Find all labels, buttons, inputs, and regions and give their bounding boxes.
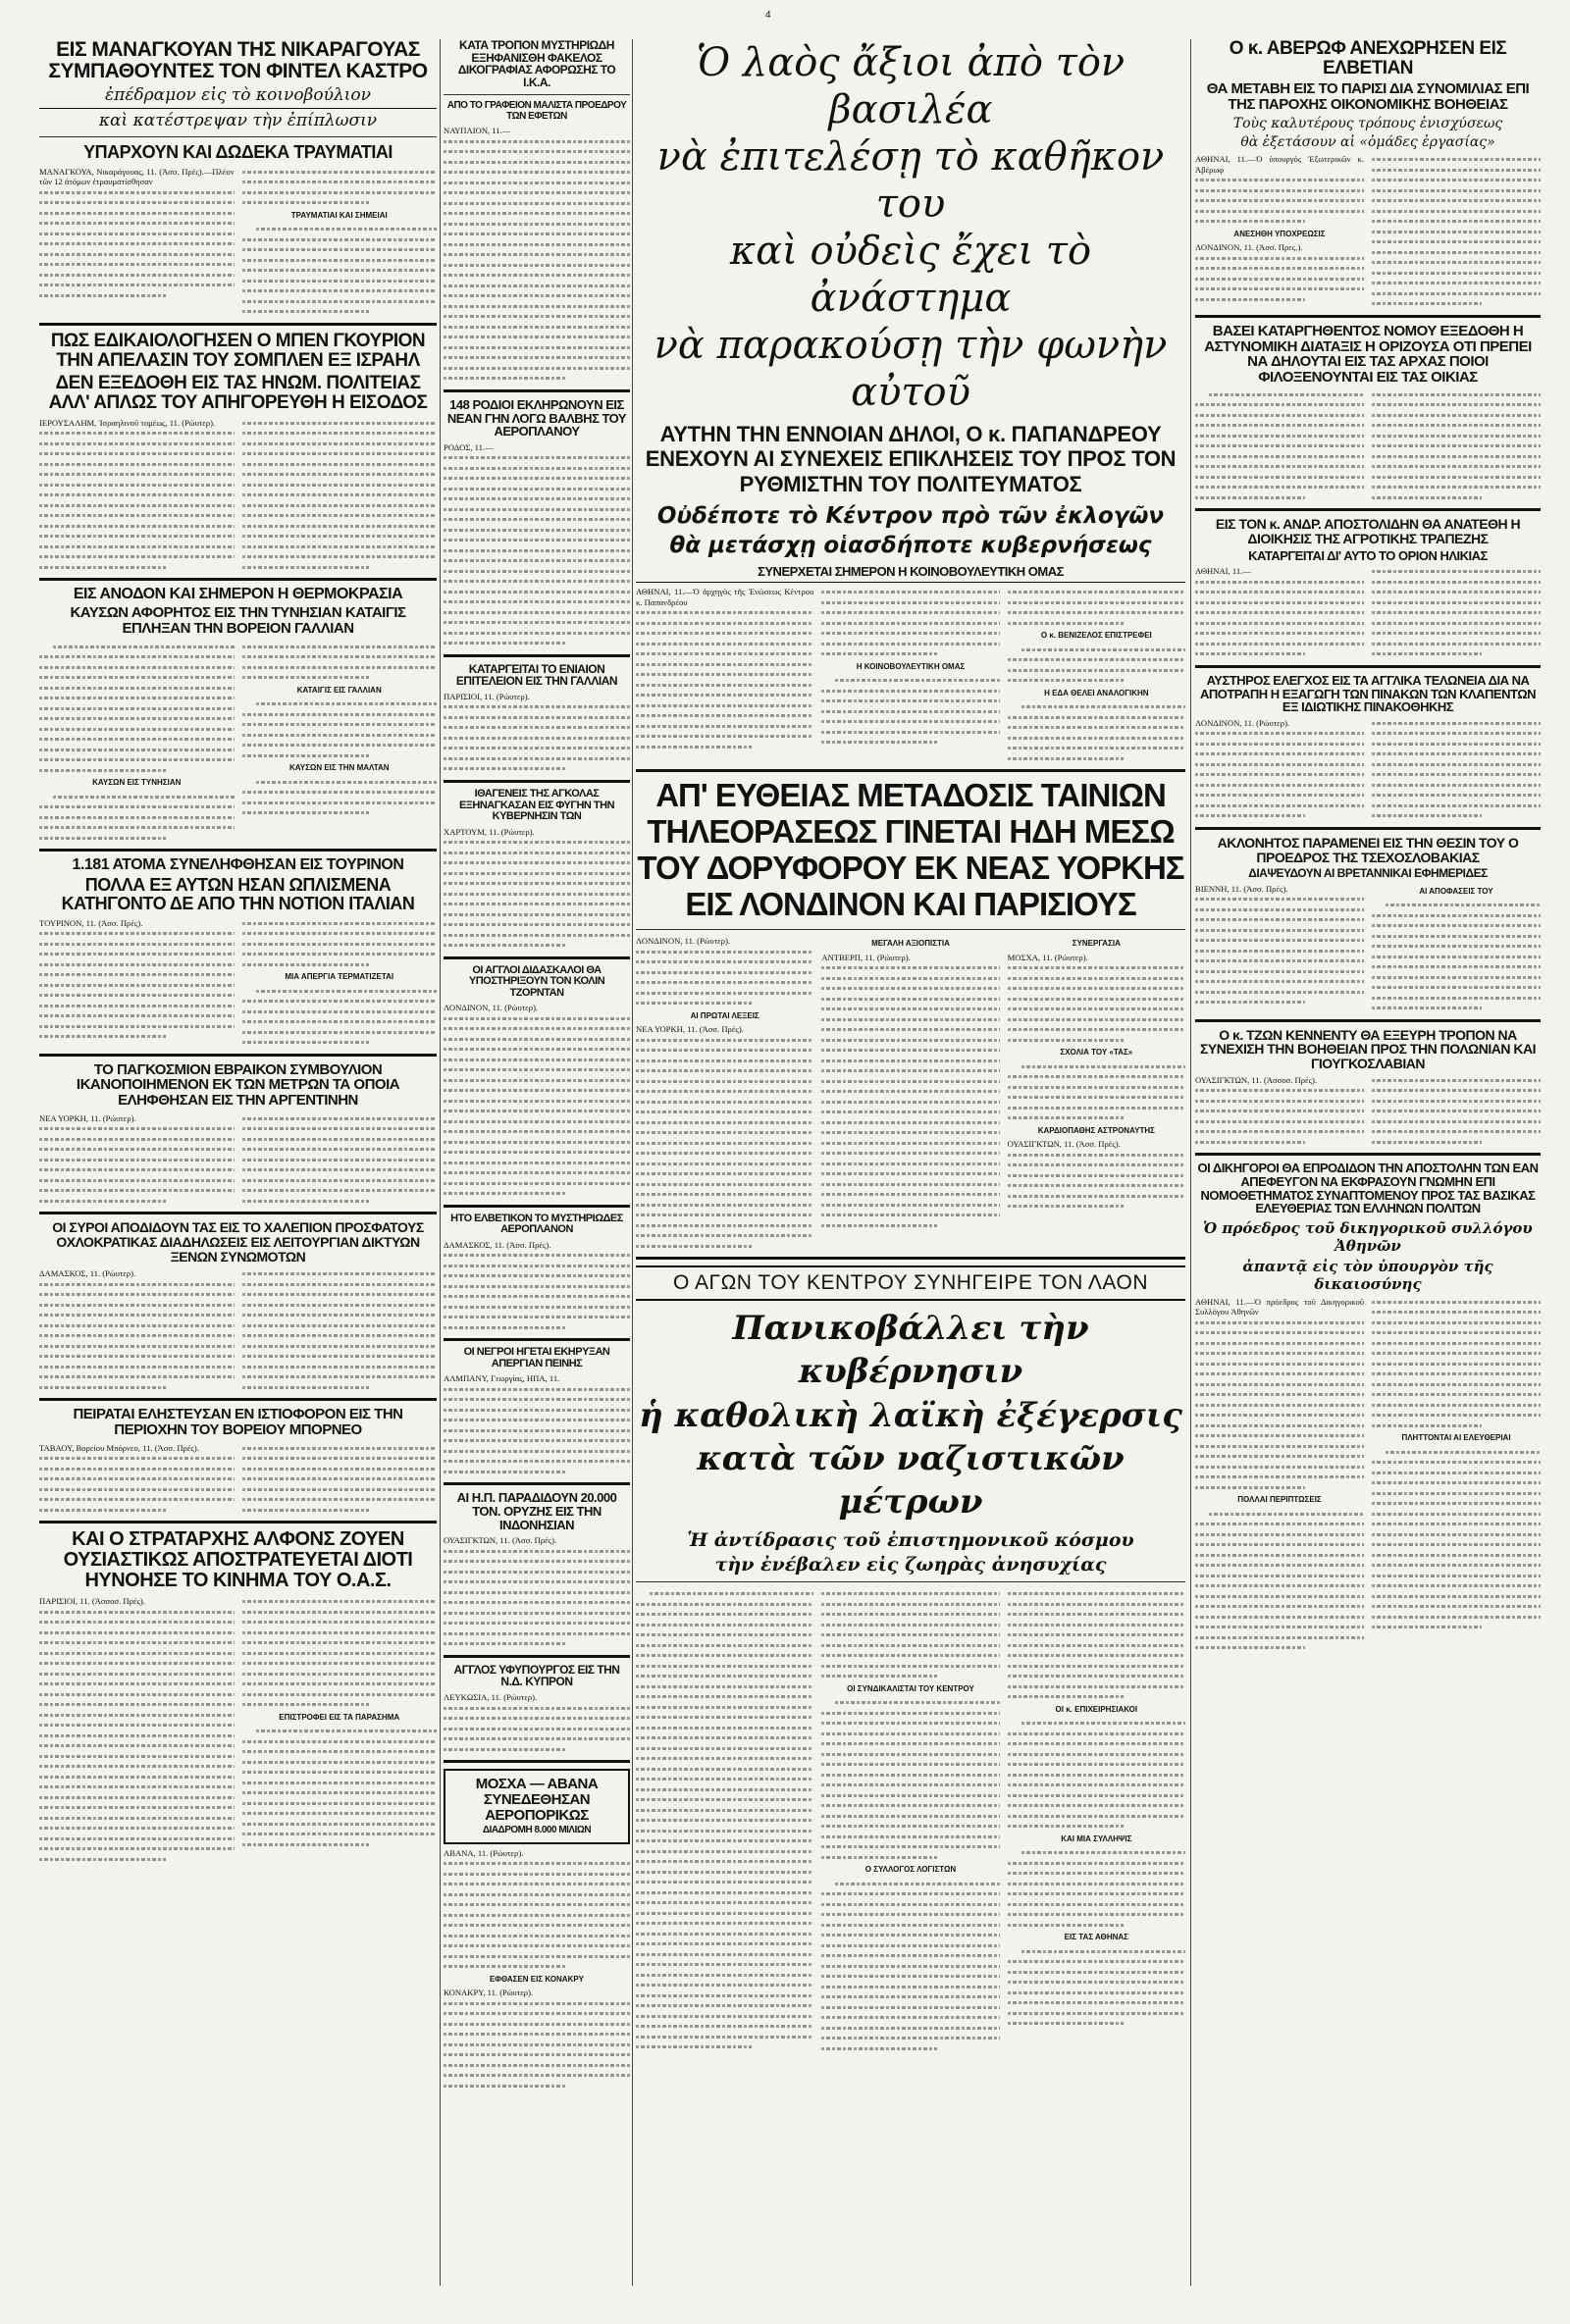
article-kennedy bbox=[1195, 1028, 1541, 1148]
page-folio: 4 bbox=[765, 10, 771, 21]
headline: ΑΚΛΟΝΗΤΟΣ ΠΑΡΑΜΕΝΕΙ ΕΙΣ ΤΗΝ ΘΕΣΙΝ ΤΟΥ Ο ΠΡΟΕΔΡΟΣ ΤΗΣ ΤΣΕΧΟΣΛΟΒΑΚΙΑΣ bbox=[1217, 834, 1519, 865]
headline: ΠΩΣ ΕΔΙΚΑΙΟΛΟΓΗΣΕΝ Ο ΜΠΕΝ ΓΚΟΥΡΙΟΝ ΤΗΝ ΑΠΕΛΑΣΙΝ ΤΟΥ ΣΟΜΠΛΕΝ ΕΞ ΙΣΡΑΗΛ bbox=[50, 330, 426, 371]
headline-line: νὰ παρακούσῃ τὴν φωνὴν αὐτοῦ bbox=[654, 323, 1168, 415]
headline: ΕΙΣ ΜΑΝΑΓΚΟΥΑΝ ΤΗΣ ΝΙΚΑΡΑΓΟΥΑΣ ΣΥΜΠΑΘΟΥΝΤΕΣ ΤΟΝ ΦΙΝΤΕΛ ΚΑΣΤΡΟ bbox=[48, 39, 428, 83]
article-france-staff bbox=[444, 663, 630, 774]
subhead: ΚΑΤΑΡΓΕΙΤΑΙ ΔΙ' ΑΥΤΟ ΤΟ ΟΡΙΟΝ ΗΛΙΚΙΑΣ bbox=[1248, 547, 1488, 563]
dateline: ΑΘΗΝΑΙ, 11.—Ὁ πρόεδρος τοῦ Δικηγορικοῦ Συλλόγου Ἀθηνῶν bbox=[1195, 1296, 1364, 1317]
deck: ἀπαντᾷ εἰς τὸν ὑπουργὸν τῆς δικαιοσύνης bbox=[1242, 1257, 1493, 1293]
column-rule bbox=[632, 39, 633, 2286]
deck: θὰ ἐξετάσουν αἱ «ὁμάδες ἐργασίας» bbox=[1240, 134, 1495, 151]
headline-line: νὰ ἐπιτελέσῃ τὸ καθῆκον του bbox=[656, 134, 1165, 227]
headline: ΗΤΟ ΕΛΒΕΤΙΚΟΝ ΤΟ ΜΥΣΤΗΡΙΩΔΕΣ ΑΕΡΟΠΛΑΝΟΝ bbox=[450, 1212, 623, 1236]
column-2 bbox=[444, 39, 630, 2286]
dateline: ΧΑΡΤΟΥΜ, 11. (Ρώυτερ). bbox=[444, 826, 535, 837]
dateline: ΟΥΑΣΙΓΚΤΩΝ, 11. (Ἀσσοσ. Πρές). bbox=[1195, 1074, 1318, 1085]
deck: τὴν ἐνέβαλεν εἰς ζωηρὰς ἀνησυχίας bbox=[714, 1554, 1107, 1576]
article-swiss-plane bbox=[444, 1214, 630, 1333]
headline: ΟΙ ΔΙΚΗΓΟΡΟΙ ΘΑ ΕΠΡΟΔΙΔΟΝ ΤΗΝ ΑΠΟΣΤΟΛΗΝ ΤΩΝ ΕΑΝ ΑΠΕΦΕΥΓΟΝ ΝΑ ΕΚΦΡΑΣΟΥΝ ΓΝΩΜΗΝ ΕΠΙ ΝΟΜΟΘΕΤΗΜΑΤΟΣ ΣΥΝΑΠΤΟΜΕΝΟΥ ΠΡΟΣ ΤΑΣ ΒΑΣΙΚΑΣ ΕΛΕΥΘΕΡΙΑΣ ΤΩΝ ΕΛΛΗΝΩΝ ΠΟΛΙΤΩΝ bbox=[1197, 1161, 1539, 1216]
subhead: ΚΑΥΣΩΝ ΑΦΟΡΗΤΟΣ ΕΙΣ ΤΗΝ ΤΥΝΗΣΙΑΝ ΚΑΤΑΙΓΙΣ ΕΠΛΗΞΑΝ ΤΗΝ ΒΟΡΕΙΟΝ ΓΑΛΛΙΑΝ bbox=[70, 604, 406, 637]
section-label: ΚΑΥΣΩΝ ΕΙΣ ΤΗΝ ΜΑΛΤΑΝ bbox=[288, 763, 390, 773]
subhead: ΠΟΛΛΑ ΕΞ ΑΥΤΩΝ ΗΣΑΝ ΩΠΛΙΣΜΕΝΑ ΚΑΤΗΓΟΝΤΟ ΔΕ ΑΠΟ ΤΗΝ ΝΟΤΙΟΝ ΙΤΑΛΙΑΝ bbox=[61, 874, 415, 913]
dateline: ΛΟΝΔΙΝΟΝ, 11. (Ρώυτερ). bbox=[1195, 717, 1290, 728]
article-lawyers bbox=[1195, 1162, 1541, 1653]
dateline: ΠΑΡΙΣΙΟΙ, 11. (Ρώυτερ). bbox=[444, 691, 530, 701]
dateline: ΜΟΣΧΑ, 11. (Ρώυτερ). bbox=[1007, 952, 1088, 962]
article-hunger-strike bbox=[444, 1347, 630, 1476]
article-nicaragua bbox=[39, 39, 437, 317]
headline: ΑΥΣΤΗΡΟΣ ΕΛΕΓΧΟΣ ΕΙΣ ΤΑ ΑΓΓΛΙΚΑ ΤΕΛΩΝΕΙΑ ΔΙΑ ΝΑ ΑΠΟΤΡΑΠΗ Η ΕΞΑΓΩΓΗ ΤΩΝ ΠΙΝΑΚΩΝ ΤΩΝ ΚΛΑΠΕΝΤΩΝ ΕΞ ΙΔΙΩΤΙΚΗΣ ΠΙΝΑΚΟΘΗΚΗΣ bbox=[1199, 672, 1537, 715]
section-label: ΠΛΗΤΤΟΝΤΑΙ ΑΙ ΕΛΕΥΘΕΡΙΑΙ bbox=[1401, 1433, 1511, 1443]
section-label: ΚΑΤΑΙΓΙΣ ΕΙΣ ΓΑΛΛΙΑΝ bbox=[296, 685, 382, 695]
dateline: ΑΘΗΝΑΙ, 11.—Ὁ ὑπουργὸς Ἐξωτερικῶν κ. Ἀβέρωφ bbox=[1195, 154, 1364, 175]
article-rice bbox=[444, 1491, 630, 1648]
section-label: ΕΙΣ ΤΑΣ ΑΘΗΝΑΣ bbox=[1064, 1933, 1128, 1942]
headline: ΑΠ' ΕΥΘΕΙΑΣ ΜΕΤΑΔΟΣΙΣ ΤΑΙΝΙΩΝ ΤΗΛΕΟΡΑΣΕΩΣ ΓΙΝΕΤΑΙ ΗΔΗ ΜΕΣΩ ΤΟΥ ΔΟΡΥΦΟΡΟΥ ΕΚ ΝΕΑΣ ΥΟΡΚΗΣ ΕΙΣ ΛΟΝΔΙΝΟΝ ΚΑΙ ΠΑΡΙΣΙΟΥΣ bbox=[637, 777, 1184, 923]
headline: Ο κ. ΑΒΕΡΩΦ ΑΝΕΧΩΡΗΣΕΝ ΕΙΣ ΕΛΒΕΤΙΑΝ bbox=[1229, 39, 1507, 78]
subhead: ΑΥΤΗΝ ΤΗΝ ΕΝΝΟΙΑΝ ΔΗΛΟΙ, Ο κ. ΠΑΠΑΝΔΡΕΟΥ ΕΝΕΧΟΥΝ ΑΙ ΣΥΝΕΧΕΙΣ ΕΠΙΚΛΗΣΕΙΣ ΤΟΥ ΠΡΟΣ ΤΟΝ ΡΥΘΜΙΣΤΗΝ ΤΟΥ ΠΟΛΙΤΕΥΜΑΤΟΣ bbox=[645, 422, 1177, 496]
section-label: ΜΕΓΑΛΗ ΑΞΙΟΠΙΣΤΙΑ bbox=[871, 939, 950, 949]
headline: ΟΙ ΑΓΓΛΟΙ ΔΙΔΑΣΚΑΛΟΙ ΘΑ ΥΠΟΣΤΗΡΙΞΟΥΝ ΤΟΝ ΚΟΛΙΝ ΤΖΟΡΝΤΑΝ bbox=[468, 963, 605, 999]
subhead: ΑΠΟ ΤΟ ΓΡΑΦΕΙΟΝ ΜΑΛΙΣΤΑ ΠΡΟΕΔΡΟΥ ΤΩΝ ΕΦΕΤΩΝ bbox=[446, 100, 627, 122]
deck: Ἡ ἀντίδρασις τοῦ ἐπιστημονικοῦ κόσμου bbox=[687, 1529, 1134, 1552]
article-satellite-tv bbox=[636, 778, 1185, 1251]
article-juin bbox=[39, 1529, 437, 1864]
section-label: Ο ΣΥΛΛΟΓΟΣ ΛΟΓΙΣΤΩΝ bbox=[864, 1865, 957, 1875]
article-averoff bbox=[1195, 39, 1541, 309]
dateline: ΝΕΑ ΥΟΡΚΗ, 11. (Ἀσσ. Πρές). bbox=[636, 1024, 744, 1035]
dateline: ΛΕΥΚΩΣΙΑ, 11. (Ρώυτερ). bbox=[444, 1692, 538, 1703]
column-3 bbox=[636, 39, 1185, 2286]
section-label: ΑΝΕΣΗΘΗ ΥΠΟΧΡΕΩΣΙΣ bbox=[1233, 229, 1326, 238]
dateline: ΔΑΜΑΣΚΟΣ, 11. (Ρώυτερ). bbox=[39, 1268, 136, 1279]
headline-line: Πανικοβάλλει τὴν κυβέρνησιν bbox=[732, 1309, 1089, 1392]
headline: ΤΟ ΠΑΓΚΟΣΜΙΟΝ ΕΒΡΑΙΚΟΝ ΣΥΜΒΟΥΛΙΟΝ ΙΚΑΝΟΠΟΙΗΜΕΝΟΝ ΕΚ ΤΩΝ ΜΕΤΡΩΝ ΤΑ ΟΠΟΙΑ ΕΛΗΦΘΗΣΑΝ ΕΙΣ ΤΗΝ ΑΡΓΕΝΤΙΝΗΝ bbox=[76, 1060, 400, 1110]
kicker: Ο ΑΓΩΝ ΤΟΥ ΚΕΝΤΡΟΥ ΣΥΝΗΓΕΙΡΕ ΤΟΝ ΛΑΟΝ bbox=[636, 1265, 1185, 1301]
headline-line: καὶ οὐδεὶς ἔχει τὸ ἀνάστημα bbox=[729, 229, 1092, 321]
italic-deck: θὰ μετάσχῃ οἱασδήποτε κυβερνήσεως bbox=[669, 532, 1152, 558]
subhead: ΔΙΑΨΕΥΔΟΥΝ ΑΙ ΒΡΕΤΑΝΝΙΚΑΙ ΕΦΗΜΕΡΙΔΕΣ bbox=[1248, 866, 1488, 881]
article-turin bbox=[39, 857, 437, 1048]
dateline: ΔΑΜΑΣΚΟΣ, 11. (Ἀσσ. Πρές). bbox=[444, 1239, 551, 1250]
headline: ΠΕΙΡΑΤΑΙ ΕΛΗΣΤΕΥΣΑΝ ΕΝ ΙΣΤΙΟΦΟΡΟΝ ΕΙΣ ΤΗΝ ΠΕΡΙΟΧΗΝ ΤΟΥ ΒΟΡΕΙΟΥ ΜΠΟΡΝΕΟ bbox=[73, 1406, 403, 1439]
section-label: ΚΑΡΔΙΟΠΑΘΗΣ ΑΣΤΡΟΝΑΥΤΗΣ bbox=[1037, 1125, 1155, 1135]
section-label: ΣΧΟΛΙΑ ΤΟΥ «ΤΑΣ» bbox=[1060, 1048, 1133, 1058]
dateline: ΚΟΝΑΚΡΥ, 11. (Ρώυτερ). bbox=[444, 1988, 534, 1998]
article-angola bbox=[444, 789, 630, 951]
deck: Τοὺς καλυτέρους τρόπους ἐνισχύσεως bbox=[1232, 116, 1503, 132]
headline: ΙΘΑΓΕΝΕΙΣ ΤΗΣ ΑΓΚΟΛΑΣ ΕΞΗΝΑΓΚΑΣΑΝ ΕΙΣ ΦΥΓΗΝ ΤΗΝ ΚΥΒΕΡΝΗΣΙΝ ΤΩΝ bbox=[458, 787, 615, 823]
headline-line: ἡ καθολικὴ λαϊκὴ ἐξέγερσις bbox=[639, 1395, 1182, 1435]
article-police-order bbox=[1195, 324, 1541, 503]
section-label: ΤΡΑΥΜΑΤΙΑΙ ΚΑΙ ΣΗΜΕΙΑΙ bbox=[290, 210, 388, 220]
deck: ἐπέδραμον εἰς τὸ κοινοβούλιον bbox=[105, 85, 371, 106]
subhead: ΔΙΑΔΡΟΜΗ 8.000 ΜΙΛΙΩΝ bbox=[482, 1825, 592, 1836]
article-rhodes bbox=[444, 398, 630, 648]
subhead: ΔΕΝ ΕΞΕΔΟΘΗ ΕΙΣ ΤΑΣ ΗΝΩΜ. ΠΟΛΙΤΕΙΑΣ ΑΛΛ' ΑΠΛΩΣ ΤΟΥ ΑΠΗΓΟΡΕΥΘΗ Η ΕΙΣΟΔΟΣ bbox=[48, 372, 428, 413]
section-label: ΕΠΙΣΤΡΟΦΕΙ ΕΙΣ ΤΑ ΠΑΡΑΣΗΜΑ bbox=[279, 1712, 400, 1722]
section-label: ΟΙ κ. ΕΠΙΧΕΙΡΗΣΙΑΚΟΙ bbox=[1055, 1704, 1138, 1714]
section-label: ΜΙΑ ΑΠΕΡΓΙΑ ΤΕΡΜΑΤΙΖΕΤΑΙ bbox=[285, 972, 394, 982]
section-label: Η ΕΔΑ ΘΕΛΕΙ ΑΝΑΛΟΓΙΚΗΝ bbox=[1044, 688, 1149, 697]
article-cyprus bbox=[444, 1664, 630, 1754]
newspaper-page bbox=[39, 39, 1541, 2296]
dateline: ΟΥΑΣΙΓΚΤΩΝ, 11. (Ἀσσ. Πρές). bbox=[1007, 1139, 1121, 1150]
dateline: ΙΕΡΟΥΣΑΛΗΜ, Ἰσραηλινοῦ τομέως, 11. (Ρώυτερ). bbox=[39, 417, 216, 428]
article-czechoslovakia bbox=[1195, 836, 1541, 1013]
headline: ΟΙ ΣΥΡΟΙ ΑΠΟΔΙΔΟΥΝ ΤΑΣ ΕΙΣ ΤΟ ΧΑΛΕΠΙΟΝ ΠΡΟΣΦΑΤΟΥΣ ΟΧΛΟΚΡΑΤΙΚΑΣ ΔΙΑΔΗΛΩΣΕΙΣ ΕΙΣ ΛΕΙΤΟΥΡΓΙΑΝ ΔΙΚΤΥΩΝ ΞΕΝΩΝ ΣΥΝΩΜΟΤΩΝ bbox=[52, 1219, 424, 1265]
dateline: ΡΟΔΟΣ, 11.— bbox=[444, 441, 494, 452]
headline: ΑΓΓΛΟΣ ΥΦΥΠΟΥΡΓΟΣ ΕΙΣ ΤΗΝ Ν.Δ. ΚΥΠΡΟΝ bbox=[453, 1662, 620, 1689]
headline: ΒΑΣΕΙ ΚΑΤΑΡΓΗΘΕΝΤΟΣ ΝΟΜΟΥ ΕΞΕΔΟΘΗ Η ΑΣΤΥΝΟΜΙΚΗ ΔΙΑΤΑΞΙΣ Η ΟΡΙΖΟΥΣΑ ΟΤΙ ΠΡΕΠΕΙ ΝΑ ΔΗΛΟΥΤΑΙ ΕΙΣ ΤΑΣ ΑΡΧΑΣ ΠΟΙΟΙ ΦΙΛΟΞΕΝΟΥΝΤΑΙ ΕΙΣ ΤΑΣ ΟΙΚΙΑΣ bbox=[1204, 322, 1532, 387]
article-ika-file bbox=[444, 39, 630, 384]
article-moscow-havana bbox=[444, 1769, 630, 1844]
article-pirates bbox=[39, 1407, 437, 1515]
article-papandreou bbox=[636, 39, 1185, 763]
subhead: ΘΑ ΜΕΤΑΒΗ ΕΙΣ ΤΟ ΠΑΡΙΣΙ ΔΙΑ ΣΥΝΟΜΙΛΙΑΣ ΕΠΙ ΤΗΣ ΠΑΡΟΧΗΣ ΟΙΚΟΝΟΜΙΚΗΣ ΒΟΗΘΕΙΑΣ bbox=[1206, 79, 1530, 113]
dateline: ΝΕΑ ΥΟΡΚΗ, 11. (Ρώυτερ). bbox=[39, 1112, 136, 1123]
deck: Ὁ πρόεδρος τοῦ δικηγορικοῦ συλλόγου Ἀθηνῶν bbox=[1203, 1218, 1533, 1255]
headline: ΚΑΙ Ο ΣΤΡΑΤΑΡΧΗΣ ΑΛΦΟΝΣ ΖΟΥΕΝ ΟΥΣΙΑΣΤΙΚΩΣ ΑΠΟΣΤΡΑΤΕΥΕΤΑΙ ΔΙΟΤΙ ΗΥΝΟΗΣΕ ΤΟ ΚΙΝΗΜΑ ΤΟΥ Ο.Α.Σ. bbox=[63, 1528, 413, 1592]
deck: καὶ κατέστρεψαν τὴν ἐπίπλωσιν bbox=[39, 108, 437, 130]
subhead: ΥΠΑΡΧΟΥΝ ΚΑΙ ΔΩΔΕΚΑ ΤΡΑΥΜΑΤΙΑΙ bbox=[83, 142, 392, 163]
headline: ΚΑΤΑΡΓΕΙΤΑΙ ΤΟ ΕΝΙΑΙΟΝ ΕΠΙΤΕΛΕΙΟΝ ΕΙΣ ΤΗΝ ΓΑΛΛΙΑΝ bbox=[455, 661, 618, 689]
dateline: ΟΥΑΣΙΓΚΤΩΝ, 11. (Ἀσσ. Πρές). bbox=[444, 1535, 557, 1546]
dateline: ΠΑΡΙΣΙΟΙ, 11. (Ἀσσοσ. Πρές). bbox=[39, 1596, 145, 1607]
article-ben-gurion bbox=[39, 332, 437, 572]
dateline: ΑΝΤΒΕΡΠ, 11. (Ρώυτερ). bbox=[821, 952, 911, 962]
section-label: ΠΟΛΛΑΙ ΠΕΡΙΠΤΩΣΕΙΣ bbox=[1237, 1495, 1322, 1505]
headline: 1.181 ΑΤΟΜΑ ΣΥΝΕΛΗΦΘΗΣΑΝ ΕΙΣ ΤΟΥΡΙΝΟΝ bbox=[72, 856, 404, 874]
section-label: ΑΙ ΑΠΟΦΑΣΕΙΣ ΤΟΥ bbox=[1419, 886, 1493, 896]
article-syria bbox=[39, 1220, 437, 1392]
dateline: ΑΒΑΝΑ, 11. (Ρώυτερ). bbox=[444, 1847, 524, 1858]
headline: ΚΑΤΑ ΤΡΟΠΟΝ ΜΥΣΤΗΡΙΩΔΗ ΕΞΗΦΑΝΙΣΘΗ ΦΑΚΕΛΟΣ ΔΙΚΟΓΡΑΦΙΑΣ ΑΦΟΡΩΣΗΣ ΤΟ Ι.Κ.Α. bbox=[457, 39, 616, 89]
headline: 148 ΡΟΔΙΟΙ ΕΚΛΗΡΩΝΟΥΝ ΕΙΣ ΝΕΑΝ ΓΗΝ ΛΟΓΩ ΒΑΛΒΗΣ ΤΟΥ ΑΕΡΟΠΛΑΝΟΥ bbox=[446, 396, 627, 439]
section-label: ΟΙ ΣΥΝΔΙΚΑΛΙΣΤΑΙ ΤΟΥ ΚΕΝΤΡΟΥ bbox=[847, 1683, 974, 1693]
article-agricultural-bank bbox=[1195, 517, 1541, 659]
section-label: Ο κ. ΒΕΝΙΖΕΛΟΣ ΕΠΙΣΤΡΕΦΕΙ bbox=[1040, 631, 1152, 641]
headline: ΕΙΣ ΤΟΝ κ. ΑΝΔΡ. ΑΠΟΣΤΟΛΙΔΗΝ ΘΑ ΑΝΑΤΕΘΗ Η ΔΙΟΙΚΗΣΙΣ ΤΗΣ ΑΓΡΟΤΙΚΗΣ ΤΡΑΠΕΖΗΣ bbox=[1215, 516, 1521, 547]
section-label: ΚΑΥΣΩΝ ΕΙΣ ΤΥΝΗΣΙΑΝ bbox=[92, 778, 182, 788]
section-label: ΣΥΝΕΡΓΑΣΙΑ bbox=[1072, 939, 1121, 949]
headline: ΑΙ Η.Π. ΠΑΡΑΔΙΔΟΥΝ 20.000 ΤΟΝ. ΟΡΥΖΗΣ ΕΙΣ ΤΗΝ ΙΝΔΟΝΗΣΙΑΝ bbox=[456, 1490, 617, 1532]
dateline: ΑΛΜΠΑΝΥ, Γεωργίας, ΗΠΑ, 11. bbox=[444, 1373, 560, 1384]
dateline: ΝΑΥΠΛΙΟΝ, 11.— bbox=[444, 126, 511, 136]
dateline: ΛΟΝΔΙΝΟΝ, 11. (Ἀσσ. Πρες.). bbox=[1195, 242, 1303, 253]
article-heatwave bbox=[39, 587, 437, 843]
article-teachers bbox=[444, 965, 630, 1199]
dateline: ΑΘΗΝΑΙ, 11.— bbox=[1195, 566, 1251, 577]
column-1 bbox=[39, 39, 437, 2286]
dateline: ΒΙΕΝΝΗ, 11. (Ἀσσ. Πρές). bbox=[1195, 883, 1288, 894]
section-label: ΕΦΘΑΣΕΝ ΕΙΣ ΚΟΝΑΚΡΥ bbox=[489, 1974, 585, 1984]
headline-line: Ὁ λαὸς ἄξιοι ἀπὸ τὸν βασιλέα bbox=[696, 40, 1125, 132]
dateline: ΛΟΝΔΙΝΟΝ, 11. (Ρώυτερ). bbox=[636, 936, 731, 947]
dateline: ΤΑΒΑΟΥ, Βορείου Μπόρνεο, 11. (Ἀσσ. Πρές). bbox=[39, 1442, 199, 1453]
headline: ΕΙΣ ΑΝΟΔΟΝ ΚΑΙ ΣΗΜΕΡΟΝ Η ΘΕΡΜΟΚΡΑΣΙΑ bbox=[73, 586, 403, 603]
dateline: ΑΘΗΝΑΙ, 11.—Ὁ ἀρχηγὸς τῆς Ἑνώσεως Κέντρου κ. Παπανδρέου bbox=[636, 587, 814, 607]
headline: ΟΙ ΝΕΓΡΟΙ ΗΓΕΤΑΙ ΕΚΗΡΥΞΑΝ ΑΠΕΡΓΙΑΝ ΠΕΙΝΗΣ bbox=[463, 1346, 610, 1369]
section-label: ΚΑΙ ΜΙΑ ΣΥΛΛΗΨΙΣ bbox=[1061, 1833, 1132, 1843]
dateline: ΜΑΝΑΓΚΟΥΑ, Νικαράγουας, 11. (Ἀσσ. Πρές).—Πλέον τῶν 12 ἀτόμων ἐτραυματίσθησαν bbox=[39, 166, 235, 187]
section-label: Η ΚΟΙΝΟΒΟΥΛΕΥΤΙΚΗ ΟΜΑΣ bbox=[856, 661, 966, 671]
subhead: ΣΥΝΕΡΧΕΤΑΙ ΣΗΜΕΡΟΝ Η ΚΟΙΝΟΒΟΥΛΕΥΤΙΚΗ ΟΜΑΣ bbox=[636, 565, 1185, 584]
dateline: ΤΟΥΡΙΝΟΝ, 11. (Ἀσσ. Πρές). bbox=[39, 917, 143, 928]
column-rule bbox=[1190, 39, 1191, 2286]
headline-line: κατὰ τῶν ναζιστικῶν μέτρων bbox=[697, 1438, 1125, 1522]
column-4 bbox=[1195, 39, 1541, 2286]
italic-deck: Οὐδέποτε τὸ Κέντρον πρὸ τῶν ἐκλογῶν bbox=[656, 502, 1165, 529]
article-customs bbox=[1195, 674, 1541, 821]
dateline: ΛΟΝΔΙΝΟΝ, 11. (Ρώυτερ). bbox=[444, 1003, 539, 1013]
headline: ΜΟΣΧΑ — ΑΒΑΝΑ ΣΥΝΕΔΕΘΗΣΑΝ ΑΕΡΟΠΟΡΙΚΩΣ bbox=[475, 1776, 599, 1824]
column-rule bbox=[440, 39, 441, 2286]
section-label: ΑΙ ΠΡΩΤΑΙ ΛΕΞΕΙΣ bbox=[690, 1010, 759, 1020]
article-jewish-council bbox=[39, 1062, 437, 1207]
article-center-struggle bbox=[636, 1265, 1185, 2053]
headline: Ο κ. ΤΖΩΝ ΚΕΝΝΕΝΤΥ ΘΑ ΕΞΕΥΡΗ ΤΡΟΠΟΝ ΝΑ ΣΥΝΕΧΙΣΗ ΤΗΝ ΒΟΗΘΕΙΑΝ ΠΡΟΣ ΤΗΝ ΠΟΛΩΝΙΑΝ ΚΑΙ ΓΙΟΥΓΚΟΣΛΑΒΙΑΝ bbox=[1199, 1026, 1536, 1072]
